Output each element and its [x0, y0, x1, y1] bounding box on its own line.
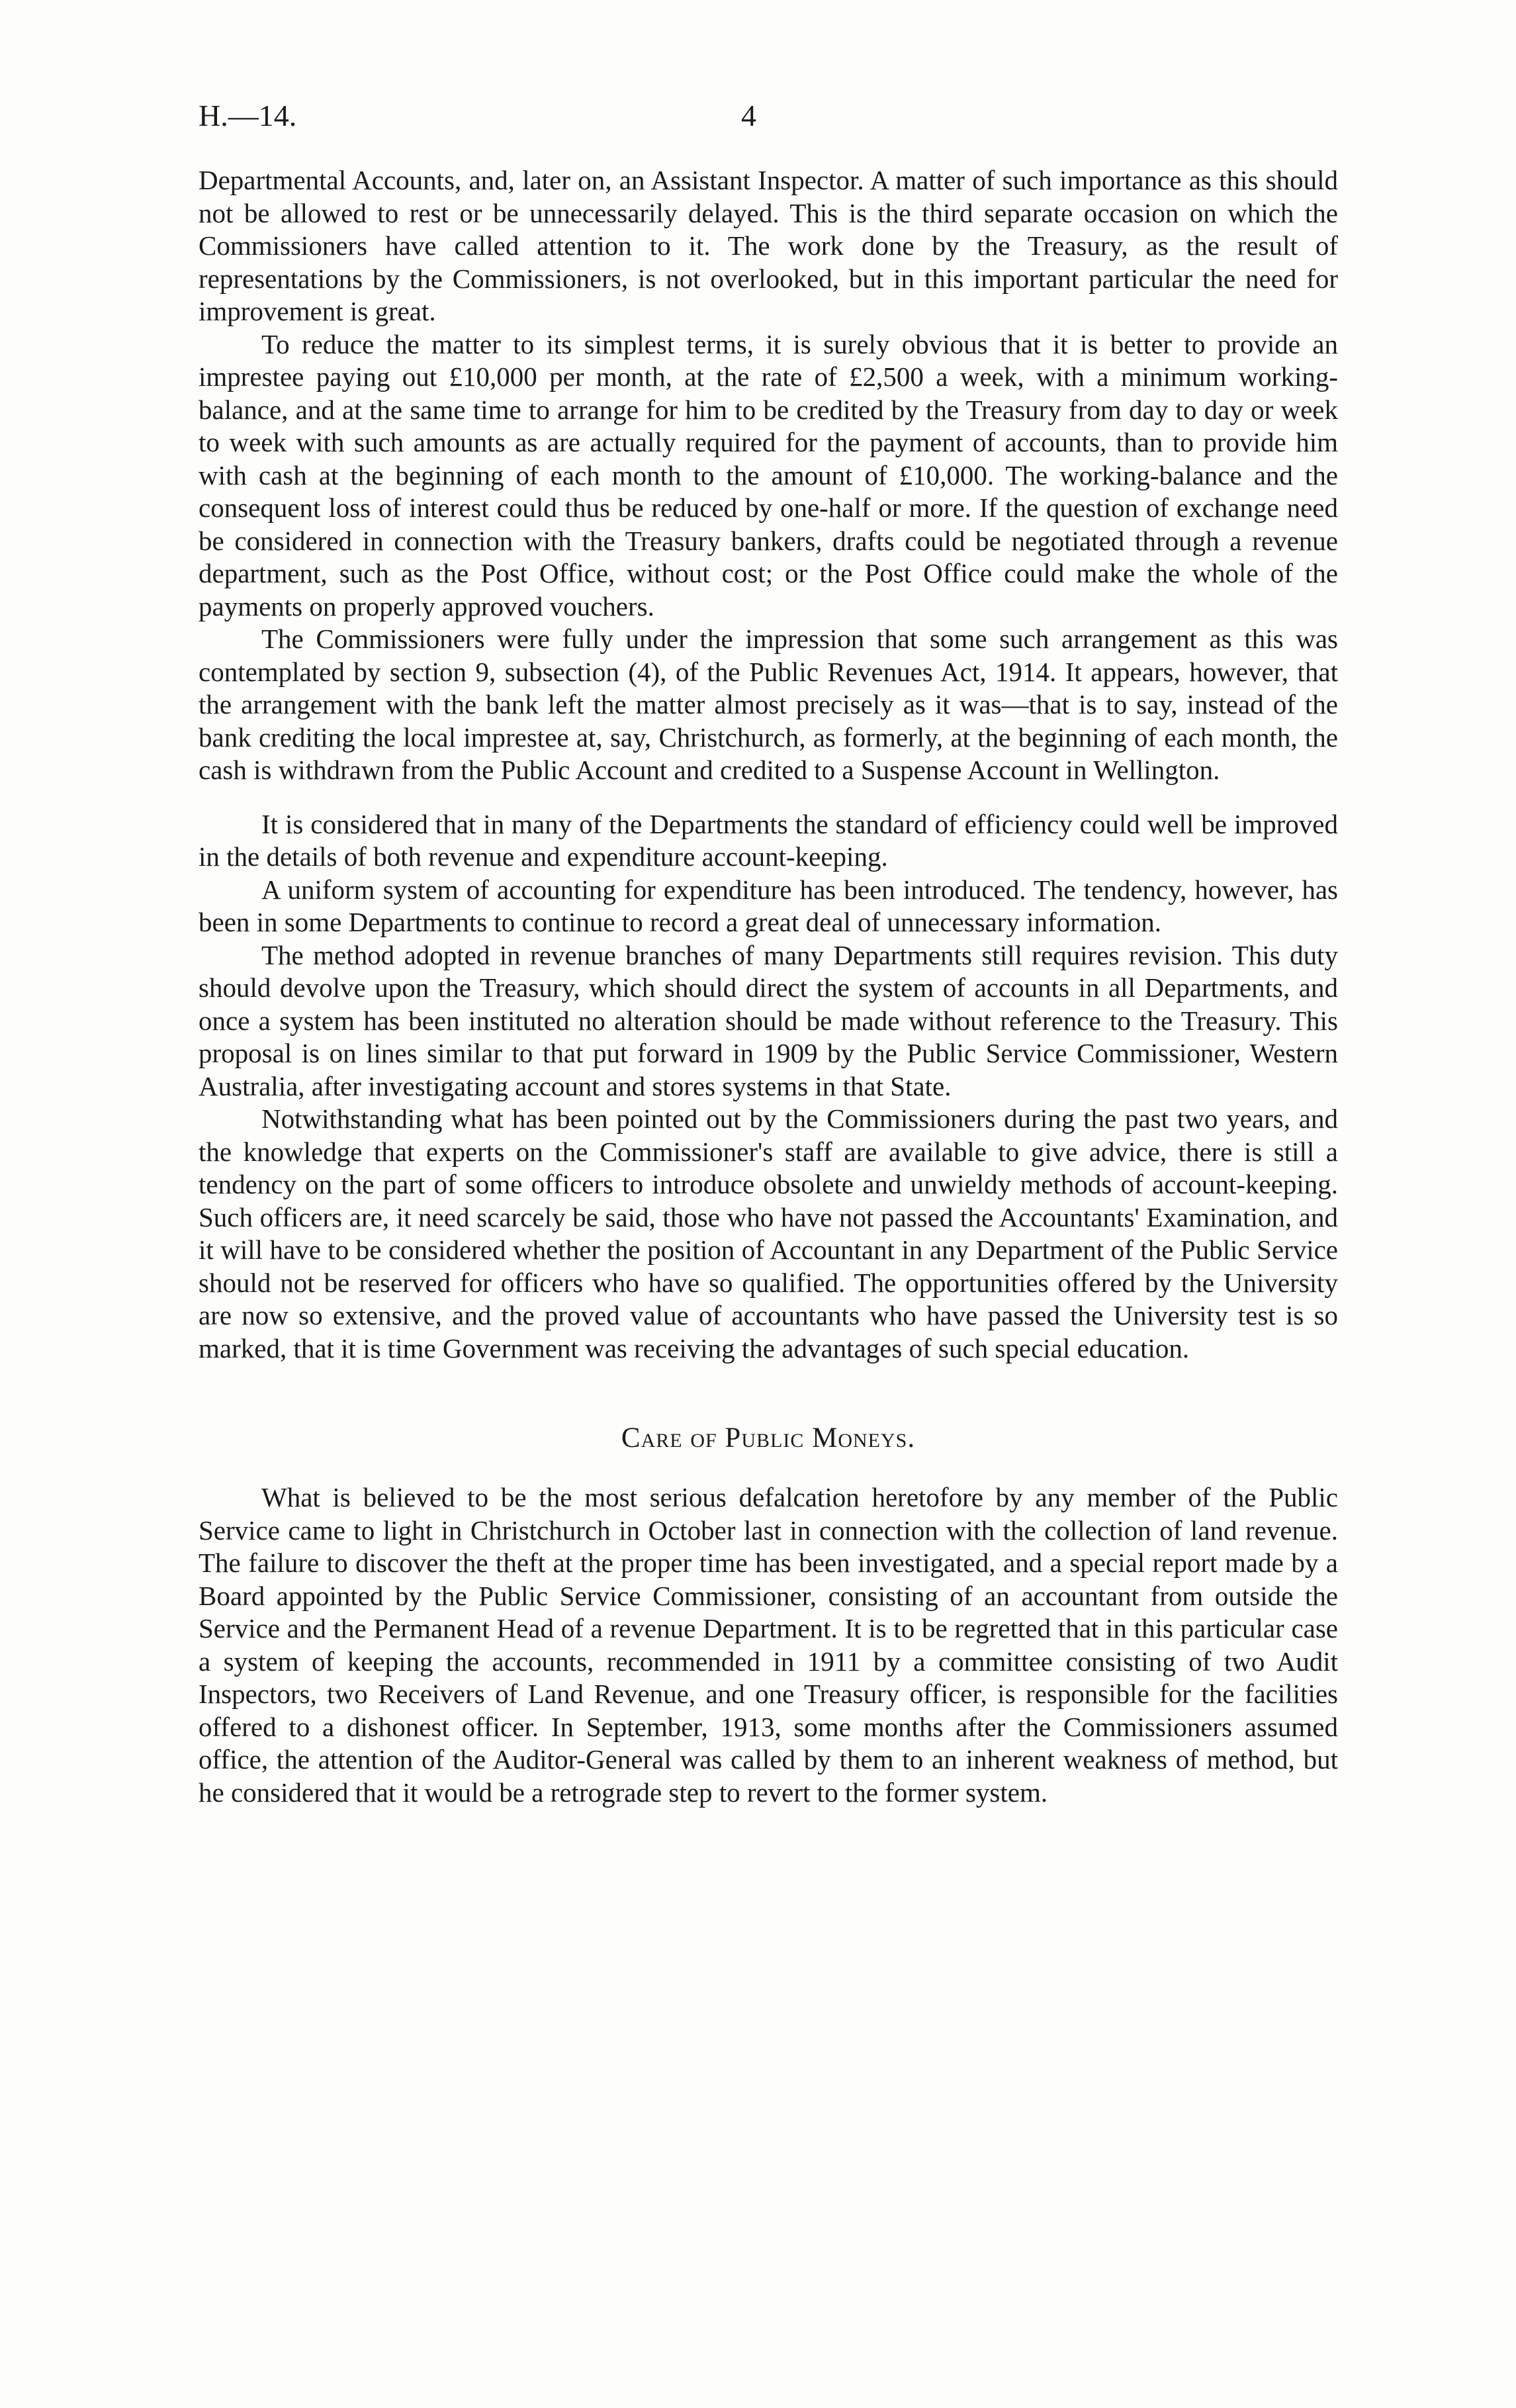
body-text: [199, 164, 1338, 1809]
running-header: [199, 98, 1337, 144]
paragraph-efficiency: It is considered that in many of the Departments the standard of efficiency could well be improved in the details of both revenue and expenditure account-keeping.: [199, 808, 1338, 872]
paragraph-uniform-system: A uniform system of accounting for expenditure has been introduced. The tendency, however, has been in some Departments to continue to record a great deal of unnecessary information.: [199, 874, 1338, 937]
paragraph-revenue-branches: The method adopted in revenue branches of many Departments still requires revision. This duty should devolve upon the Treasury, which should direct the system of accounts in all Departments, and once a system has been instituted no alteration should be made without reference to the Treasury. This proposal is on lines similar to that put forward in 1909 by the Public Service Commissioner, Western Australia, after investigating account and stores systems in that State.: [199, 939, 1338, 1101]
paragraph-accountants: Notwithstanding what has been pointed out by the Commissioners during the past two years, and the knowledge that experts on the Commissioner's staff are available to give advice, there is still a tendency on the part of some officers to introduce obsolete and unwieldy methods of account-keeping. Such officers are, it need scarcely be said, those who have not passed the Accountants' Examination, and it will have to be considered whether the position of Accountant in any Department of the Public Service should not be reserved for officers who have so qualified. The opportunities offered by the University are now so extensive, and the proved value of accountants who have passed the University test is so marked, that it is time Government was receiving the advantages of such special education.: [199, 1103, 1338, 1364]
paragraph-continued: Departmental Accounts, and, later on, an Assistant Inspector. A matter of such importance as this should not be allowed to rest or be unnecessarily delayed. This is the third separate occasion on which the Commissioners have called attention to it. The work done by the Treasury, as the result of representations by the Commissioners, is not overlooked, but in this important particular the need for improvement is great.: [199, 165, 1338, 326]
page-number: 4: [741, 99, 756, 132]
paragraph-imprestee: To reduce the matter to its simplest terms, it is surely obvious that it is better to provide an imprestee paying out £10,000 per month, at the rate of £2,500 a week, with a minimum working-balance, and at the same time to arrange for him to be credited by the Treasury from day to day or week to week with such amounts as are actually required for the payment of accounts, than to provide him with cash at the beginning of each month to the amount of £10,000. The working-balance and the consequent loss of interest could thus be reduced by one-half or more. If the question of exchange need be considered in connection with the Treasury bankers, drafts could be negotiated through a revenue department, such as the Post Office, without cost; or the Post Office could make the whole of the payments on properly approved vouchers.: [199, 328, 1338, 622]
document-code: H.—14.: [199, 99, 297, 132]
paragraph-public-revenues-act: The Commissioners were fully under the impression that some such arrangement as this was contemplated by section 9, subsection (4), of the Public Revenues Act, 1914. It appears, however, that the arrangement with the bank left the matter almost precisely as it was—that is to say, instead of the bank crediting the local imprestee at, say, Christchurch, as formerly, at the beginning of each month, the cash is withdrawn from the Public Account and credited to a Suspense Account in Wellington.: [199, 624, 1338, 785]
section-heading: Care of Public Moneys.: [621, 1422, 916, 1454]
paragraph-defalcation: What is believed to be the most serious defalcation heretofore by any member of the Public Service came to light in Christchurch in October last in connection with the collection of land revenue. The failure to discover the theft at the proper time has been investigated, and a special report made by a Board appointed by the Public Service Commissioner, consisting of an accountant from outside the Service and the Permanent Head of a revenue Department. It is to be regretted that in this particular case a system of keeping the accounts, recommended in 1911 by a committee consisting of two Audit Inspectors, two Receivers of Land Revenue, and one Treasury officer, is responsible for the facilities offered to a dishonest officer. In September, 1913, some months after the Commissioners assumed office, the attention of the Auditor-General was called by them to an inherent weakness of method, but he considered that it would be a retrograde step to revert to the former system.: [199, 1482, 1338, 1808]
